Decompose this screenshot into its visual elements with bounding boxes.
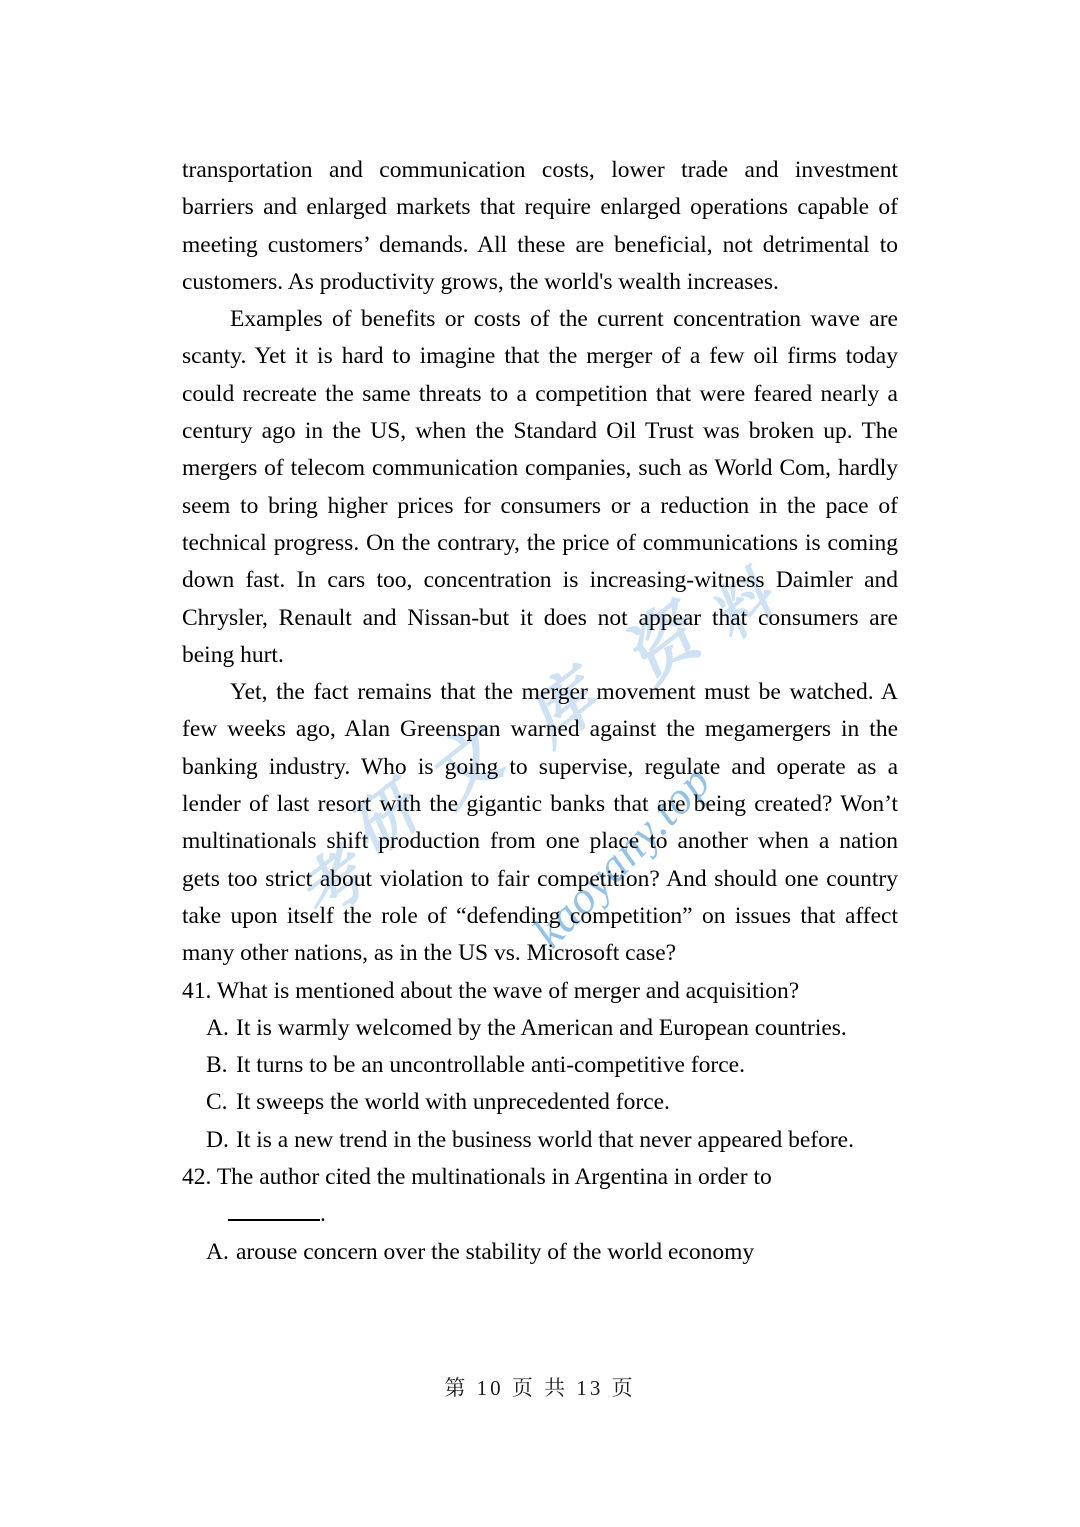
option-text: arouse concern over the stability of the world economy — [236, 1238, 755, 1265]
option-letter: D. — [206, 1126, 229, 1153]
option-text: It is a new trend in the business world that never appeared before. — [236, 1126, 854, 1153]
page-content — [182, 152, 898, 1271]
blank-underline — [228, 1202, 320, 1221]
question-42-answer-blank[interactable] — [182, 1196, 898, 1233]
paragraph-yet: Yet, the fact remains that the merger movement must be watched. A few weeks ago, Alan Greenspan warned against the megamergers in the banking industry. Who is going to supervise, regulate and operate as a lender of last resort with the gigantic banks that are being created? Won’t multinationals shift production from one place to another when a nation gets too strict about violation to fair competition? And should one country take upon itself the role of “defending competition” on issues that affect many other nations, as in the US vs. Microsoft case? — [182, 679, 898, 967]
option-letter: A. — [206, 1014, 229, 1041]
option-text: It sweeps the world with unprecedented force. — [236, 1089, 670, 1116]
watermark-cjk-char: 研 — [336, 773, 431, 870]
option-letter: C. — [206, 1089, 228, 1116]
option-42-a[interactable] — [182, 1234, 898, 1271]
option-text: It turns to be an uncontrollable anti-competitive force. — [236, 1052, 745, 1079]
footer-page-indicator: 第 10 页 共 13 页 — [444, 1376, 636, 1400]
option-text: It is warmly welcomed by the American and European countries. — [236, 1014, 847, 1041]
watermark-url-text: kaoyany.top — [522, 754, 721, 958]
option-41-c[interactable] — [182, 1084, 898, 1121]
paragraph-examples: Examples of benefits or costs of the current concentration wave are scanty. Yet it is hard to imagine that the merger of a few oil firms today could recreate the same threats to a competition that were feared nearly a century ago in the US, when the Standard Oil Trust was broken up. The mergers of telecom communication companies, such as World Com, hardly seem to bring higher prices for consumers or a reduction in the pace of technical progress. On the contrary, the price of communications is coming down fast. In cars too, concentration is increasing-witness Daimler and Chrysler, Renault and Nissan-but it does not appear that consumers are being hurt. — [182, 306, 898, 668]
question-42-options — [182, 1234, 898, 1271]
watermark-cjk-char: 资 — [608, 594, 715, 702]
watermark-cjk-char: 文 — [413, 717, 516, 822]
option-letter: A. — [206, 1238, 229, 1265]
option-41-d[interactable] — [182, 1122, 898, 1159]
watermark-cjk-char: 料 — [698, 563, 786, 653]
paragraph-continued: transportation and communication costs, lower trade and investment barriers and enlarged markets that require enlarged operations capable of meeting customers’ demands. All these are beneficial, not detrimental to customers. As productivity grows, the world's wealth increases. — [182, 157, 898, 295]
question-42-stem: 42. The author cited the multinationals in Argentina in order to — [182, 1164, 772, 1191]
question-41-stem: 41. What is mentioned about the wave of merger and acquisition? — [182, 977, 800, 1004]
blank-period: . — [320, 1201, 326, 1228]
option-letter: B. — [206, 1052, 228, 1079]
option-41-a[interactable] — [182, 1010, 898, 1047]
page-footer — [0, 1372, 1080, 1402]
question-41-options — [182, 1010, 898, 1159]
watermark-cjk-char: 考 — [284, 838, 379, 935]
watermark-cjk-char: 库 — [514, 661, 612, 760]
option-41-b[interactable] — [182, 1047, 898, 1084]
